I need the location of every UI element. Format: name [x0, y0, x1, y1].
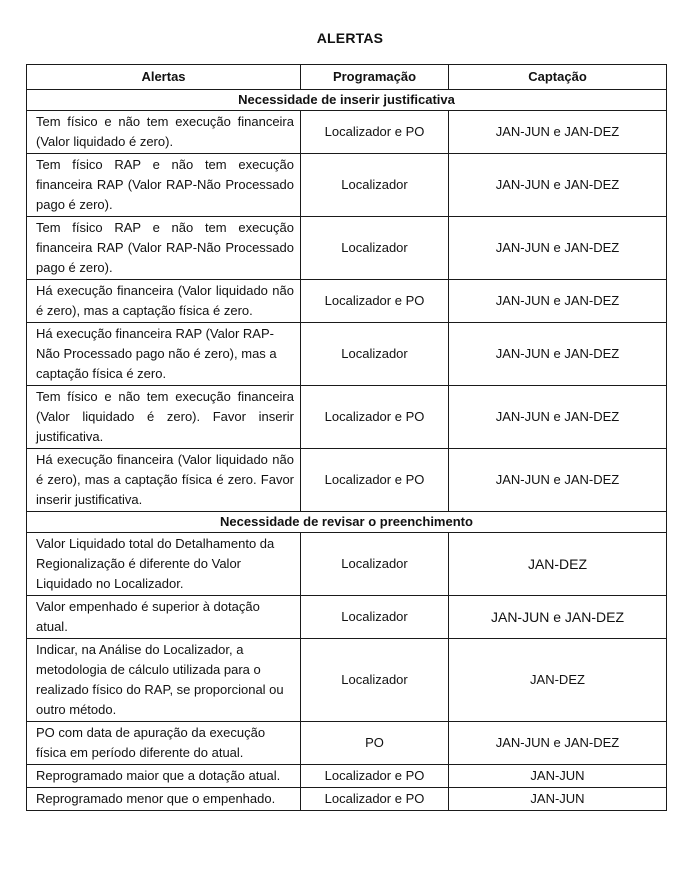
- table-row: [27, 722, 667, 765]
- captacao-cell: JAN-JUN e JAN-DEZ: [449, 596, 667, 639]
- programacao-cell: Localizador: [301, 639, 449, 722]
- programacao-cell: PO: [301, 722, 449, 765]
- captacao-cell: JAN-JUN e JAN-DEZ: [449, 386, 667, 449]
- captacao-cell: JAN-JUN e JAN-DEZ: [449, 722, 667, 765]
- table-row: [27, 280, 667, 323]
- captacao-cell: JAN-JUN e JAN-DEZ: [449, 111, 667, 154]
- alerta-cell: Indicar, na Análise do Localizador, a metodologia de cálculo utilizada para o realizado físico do RAP, se proporcional ou outro método.: [27, 639, 301, 722]
- captacao-cell: JAN-JUN: [449, 765, 667, 788]
- section-row: [27, 90, 667, 111]
- programacao-cell: Localizador e PO: [301, 386, 449, 449]
- alerts-table: [26, 64, 667, 811]
- header-captacao: Captação: [449, 65, 667, 90]
- section-heading: Necessidade de revisar o preenchimento: [27, 512, 667, 533]
- section-row: [27, 512, 667, 533]
- table-row: [27, 765, 667, 788]
- table-row: [27, 788, 667, 811]
- captacao-cell: JAN-JUN e JAN-DEZ: [449, 323, 667, 386]
- alerta-cell: Tem físico RAP e não tem execução financeira RAP (Valor RAP-Não Processado pago é zero).: [27, 154, 301, 217]
- header-row: [27, 65, 667, 90]
- captacao-cell: JAN-DEZ: [449, 533, 667, 596]
- table-row: [27, 386, 667, 449]
- captacao-cell: JAN-JUN e JAN-DEZ: [449, 449, 667, 512]
- programacao-cell: Localizador: [301, 323, 449, 386]
- alerta-cell: Há execução financeira RAP (Valor RAP-Não Processado pago não é zero), mas a captação física é zero.: [27, 323, 301, 386]
- programacao-cell: Localizador: [301, 154, 449, 217]
- programacao-cell: Localizador: [301, 217, 449, 280]
- section-heading: Necessidade de inserir justificativa: [27, 90, 667, 111]
- programacao-cell: Localizador e PO: [301, 449, 449, 512]
- table-row: [27, 111, 667, 154]
- table-row: [27, 154, 667, 217]
- header-programacao: Programação: [301, 65, 449, 90]
- alerta-cell: Há execução financeira (Valor liquidado não é zero), mas a captação física é zero. Favor inserir justificativa.: [27, 449, 301, 512]
- alerta-cell: Valor Liquidado total do Detalhamento da Regionalização é diferente do Valor Liquidado no Localizador.: [27, 533, 301, 596]
- programacao-cell: Localizador e PO: [301, 111, 449, 154]
- page-title: ALERTAS: [316, 30, 384, 46]
- table-row: [27, 533, 667, 596]
- captacao-cell: JAN-JUN e JAN-DEZ: [449, 280, 667, 323]
- captacao-cell: JAN-JUN e JAN-DEZ: [449, 217, 667, 280]
- programacao-cell: Localizador e PO: [301, 788, 449, 811]
- table-row: [27, 449, 667, 512]
- table-row: [27, 596, 667, 639]
- programacao-cell: Localizador e PO: [301, 280, 449, 323]
- table-row: [27, 217, 667, 280]
- programacao-cell: Localizador e PO: [301, 765, 449, 788]
- table-row: [27, 323, 667, 386]
- programacao-cell: Localizador: [301, 596, 449, 639]
- header-alertas: Alertas: [27, 65, 301, 90]
- captacao-cell: JAN-JUN e JAN-DEZ: [449, 154, 667, 217]
- captacao-cell: JAN-JUN: [449, 788, 667, 811]
- table-row: [27, 639, 667, 722]
- alerta-cell: Reprogramado maior que a dotação atual.: [27, 765, 301, 788]
- alerta-cell: Reprogramado menor que o empenhado.: [27, 788, 301, 811]
- alerta-cell: Há execução financeira (Valor liquidado não é zero), mas a captação física é zero.: [27, 280, 301, 323]
- captacao-cell: JAN-DEZ: [449, 639, 667, 722]
- alerta-cell: Valor empenhado é superior à dotação atual.: [27, 596, 301, 639]
- alerta-cell: Tem físico e não tem execução financeira (Valor liquidado é zero).: [27, 111, 301, 154]
- programacao-cell: Localizador: [301, 533, 449, 596]
- alerta-cell: Tem físico e não tem execução financeira (Valor liquidado é zero). Favor inserir justificativa.: [27, 386, 301, 449]
- alerta-cell: Tem físico RAP e não tem execução financeira RAP (Valor RAP-Não Processado pago é zero).: [27, 217, 301, 280]
- alerta-cell: PO com data de apuração da execução física em período diferente do atual.: [27, 722, 301, 765]
